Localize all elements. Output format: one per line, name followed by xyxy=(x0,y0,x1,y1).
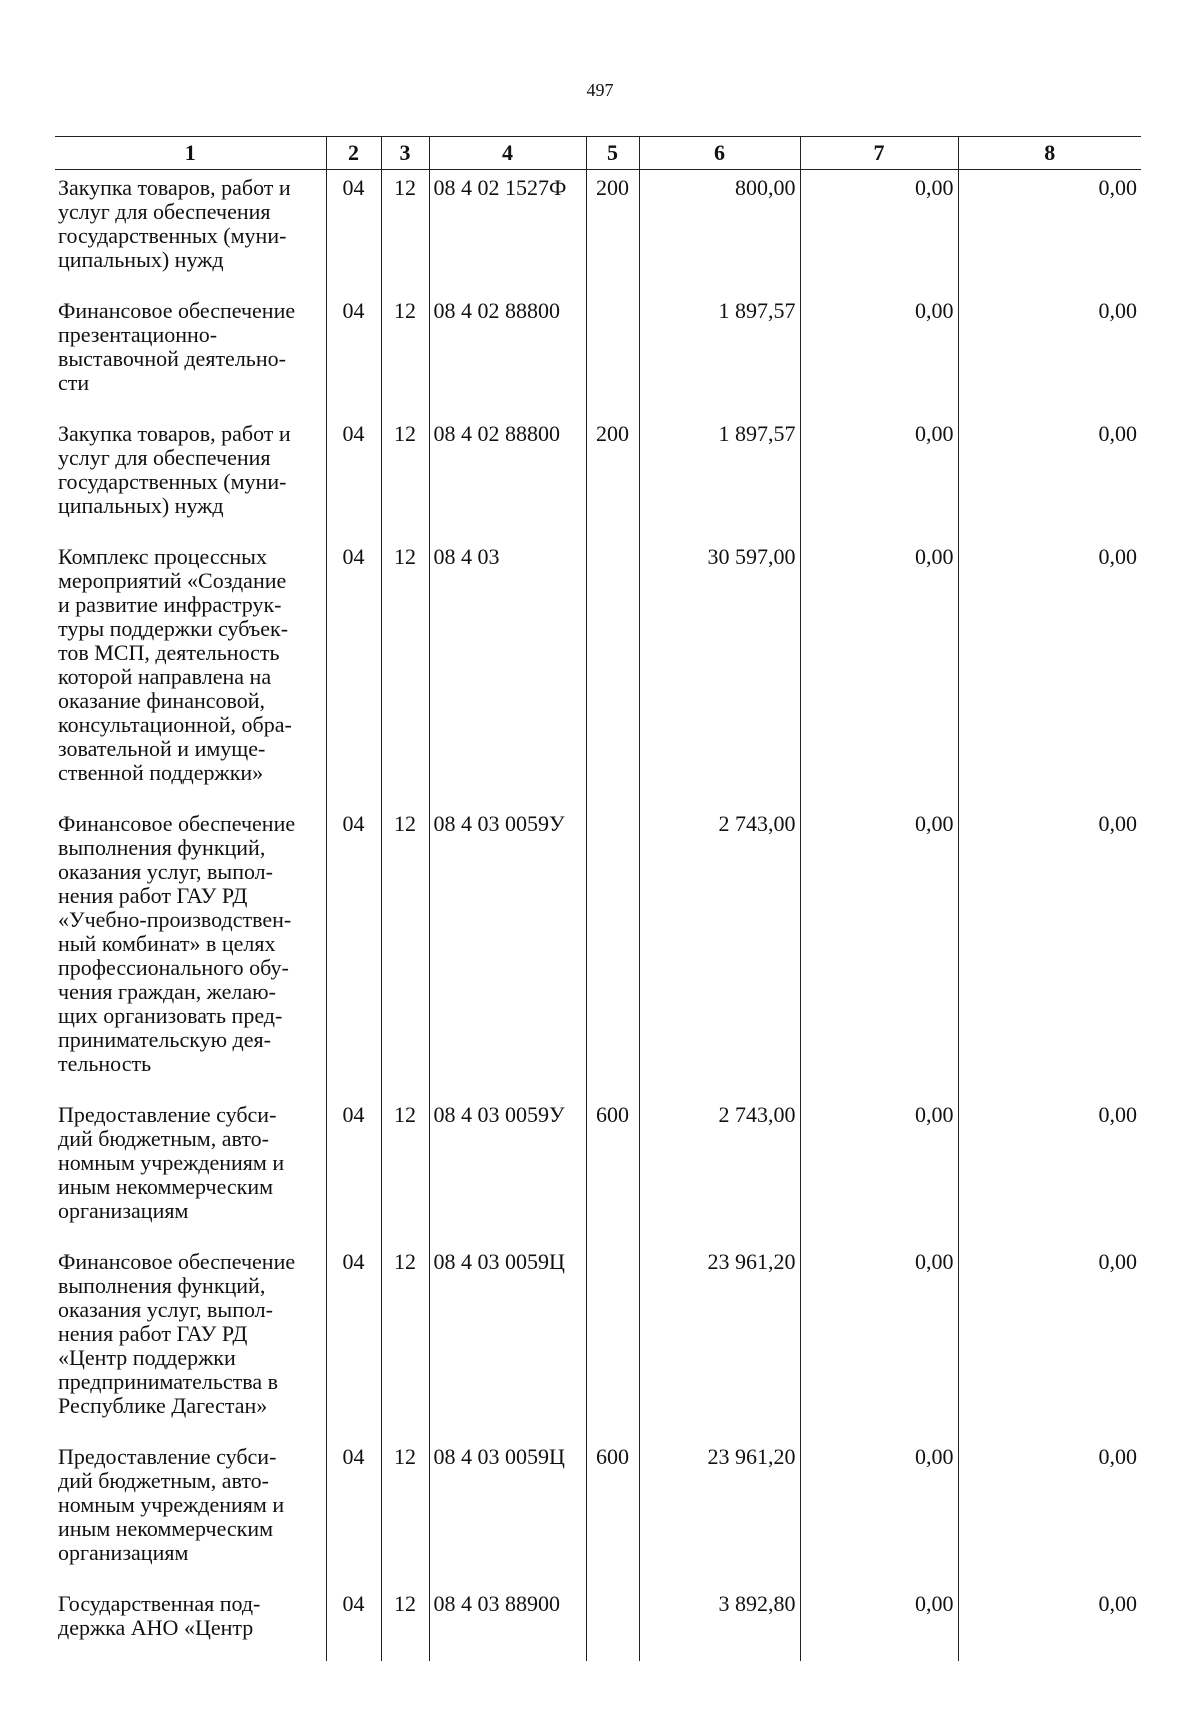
row-target-code: 08 4 03 0059Ц xyxy=(429,1439,586,1586)
row-target-code: 08 4 03 0059У xyxy=(429,806,586,1097)
row-amount-col7: 0,00 xyxy=(800,806,958,1097)
row-expense-type xyxy=(586,1244,639,1439)
row-amount-col6: 23 961,20 xyxy=(639,1244,800,1439)
header-col-2: 2 xyxy=(326,137,381,170)
table-body xyxy=(55,170,1141,1662)
row-amount-col6: 30 597,00 xyxy=(639,539,800,806)
row-description: Финансовое обеспечение выполнения функций, оказания услуг, выпол- нения работ ГАУ РД «Центр поддержки предпринимательства в Республике Дагестан» xyxy=(58,1249,296,1418)
row-section: 04 xyxy=(326,1244,381,1439)
header-col-4: 4 xyxy=(429,137,586,170)
row-subsection: 12 xyxy=(381,170,429,294)
table-row xyxy=(55,416,1141,539)
table-row xyxy=(55,1097,1141,1244)
row-subsection: 12 xyxy=(381,416,429,539)
budget-table xyxy=(55,136,1141,1661)
row-description: Закупка товаров, работ и услуг для обеспечения государственных (муни- ципальных) нужд xyxy=(58,421,291,518)
row-amount-col8: 0,00 xyxy=(958,170,1141,294)
row-description: Предоставление субси- дий бюджетным, авто- номным учреждениям и иным некоммерческим организациям xyxy=(58,1444,285,1565)
row-subsection: 12 xyxy=(381,539,429,806)
row-section: 04 xyxy=(326,293,381,416)
row-target-code: 08 4 02 1527Ф xyxy=(429,170,586,294)
row-amount-col7: 0,00 xyxy=(800,1439,958,1586)
row-amount-col8: 0,00 xyxy=(958,1097,1141,1244)
table-row xyxy=(55,293,1141,416)
row-expense-type xyxy=(586,806,639,1097)
row-amount-col8: 0,00 xyxy=(958,1244,1141,1439)
row-section: 04 xyxy=(326,539,381,806)
table-row xyxy=(55,170,1141,294)
row-amount-col8: 0,00 xyxy=(958,416,1141,539)
row-target-code: 08 4 03 0059У xyxy=(429,1097,586,1244)
row-description: Государственная под- держка АНО «Центр xyxy=(58,1591,261,1640)
header-col-7: 7 xyxy=(800,137,958,170)
row-subsection: 12 xyxy=(381,1586,429,1661)
row-amount-col7: 0,00 xyxy=(800,170,958,294)
row-subsection: 12 xyxy=(381,806,429,1097)
row-section: 04 xyxy=(326,1097,381,1244)
row-expense-type xyxy=(586,1586,639,1661)
row-description: Финансовое обеспечение презентационно- выставочной деятельно- сти xyxy=(58,298,296,395)
row-amount-col7: 0,00 xyxy=(800,1097,958,1244)
row-amount-col6: 1 897,57 xyxy=(639,416,800,539)
row-target-code: 08 4 03 88900 xyxy=(429,1586,586,1661)
header-col-6: 6 xyxy=(639,137,800,170)
row-amount-col7: 0,00 xyxy=(800,416,958,539)
row-amount-col6: 800,00 xyxy=(639,170,800,294)
row-amount-col6: 2 743,00 xyxy=(639,806,800,1097)
row-target-code: 08 4 03 0059Ц xyxy=(429,1244,586,1439)
row-amount-col8: 0,00 xyxy=(958,1439,1141,1586)
row-expense-type: 200 xyxy=(586,416,639,539)
row-description: Финансовое обеспечение выполнения функций, оказания услуг, выпол- нения работ ГАУ РД «Учебно-производствен- ный комбинат» в целях профессионального обу- чения граждан, желаю- щих организовать пред- принимательскую дея- тельность xyxy=(58,811,296,1076)
row-expense-type xyxy=(586,293,639,416)
header-col-8: 8 xyxy=(958,137,1141,170)
row-section: 04 xyxy=(326,1439,381,1586)
row-subsection: 12 xyxy=(381,1097,429,1244)
row-section: 04 xyxy=(326,1586,381,1661)
table-row xyxy=(55,1244,1141,1439)
row-description: Комплекс процессных мероприятий «Создание и развитие инфраструк- туры поддержки субъек- тов МСП, деятельность которой направлена на оказание финансовой, консультационной, обра- зовательной и имуще- ственной поддержки» xyxy=(58,544,292,785)
header-col-1: 1 xyxy=(55,137,326,170)
row-amount-col6: 1 897,57 xyxy=(639,293,800,416)
row-amount-col7: 0,00 xyxy=(800,1244,958,1439)
header-col-3: 3 xyxy=(381,137,429,170)
row-amount-col8: 0,00 xyxy=(958,1586,1141,1661)
row-subsection: 12 xyxy=(381,293,429,416)
row-amount-col8: 0,00 xyxy=(958,539,1141,806)
row-target-code: 08 4 03 xyxy=(429,539,586,806)
table-row xyxy=(55,1439,1141,1586)
row-amount-col6: 23 961,20 xyxy=(639,1439,800,1586)
row-expense-type: 600 xyxy=(586,1097,639,1244)
table-row xyxy=(55,1586,1141,1661)
row-subsection: 12 xyxy=(381,1244,429,1439)
row-target-code: 08 4 02 88800 xyxy=(429,293,586,416)
header-col-5: 5 xyxy=(586,137,639,170)
table-row xyxy=(55,806,1141,1097)
row-expense-type: 600 xyxy=(586,1439,639,1586)
table-header xyxy=(55,137,1141,170)
row-section: 04 xyxy=(326,806,381,1097)
row-amount-col7: 0,00 xyxy=(800,1586,958,1661)
row-target-code: 08 4 02 88800 xyxy=(429,416,586,539)
row-amount-col6: 3 892,80 xyxy=(639,1586,800,1661)
row-description: Закупка товаров, работ и услуг для обеспечения государственных (муни- ципальных) нужд xyxy=(58,175,291,272)
row-subsection: 12 xyxy=(381,1439,429,1586)
row-expense-type: 200 xyxy=(586,170,639,294)
row-amount-col6: 2 743,00 xyxy=(639,1097,800,1244)
table-row xyxy=(55,539,1141,806)
row-amount-col7: 0,00 xyxy=(800,539,958,806)
page-number: 497 xyxy=(586,80,614,100)
row-section: 04 xyxy=(326,170,381,294)
row-expense-type xyxy=(586,539,639,806)
row-amount-col8: 0,00 xyxy=(958,806,1141,1097)
row-amount-col8: 0,00 xyxy=(958,293,1141,416)
row-section: 04 xyxy=(326,416,381,539)
row-description: Предоставление субси- дий бюджетным, авто- номным учреждениям и иным некоммерческим организациям xyxy=(58,1102,285,1223)
row-amount-col7: 0,00 xyxy=(800,293,958,416)
